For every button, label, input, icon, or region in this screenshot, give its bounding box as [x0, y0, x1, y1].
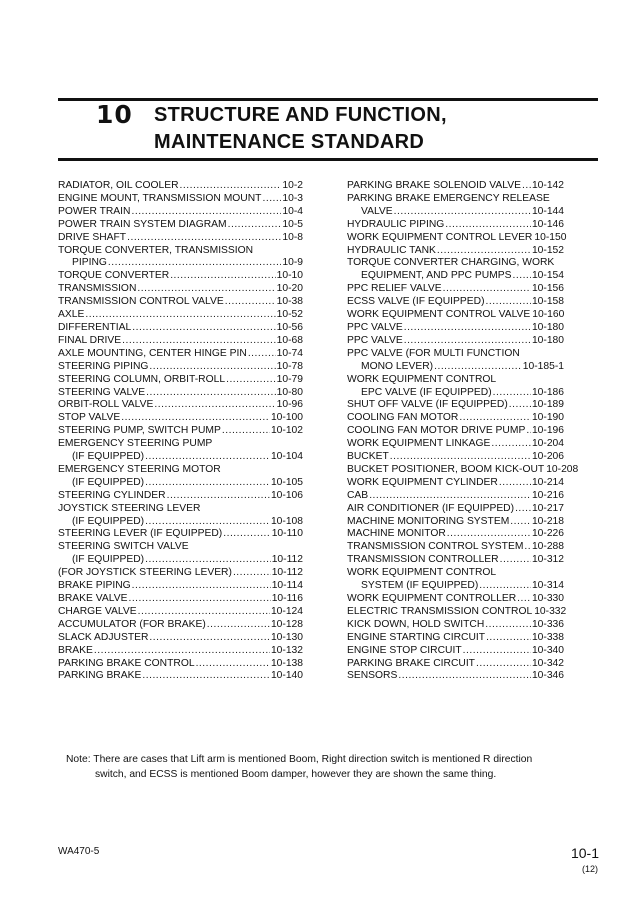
toc-leader-dots	[108, 257, 281, 270]
toc-item[interactable]	[58, 658, 303, 671]
toc-item[interactable]	[347, 231, 567, 245]
toc-item[interactable]	[347, 463, 579, 477]
toc-item-page: 10-105	[270, 476, 303, 488]
toc-leader-dots	[146, 387, 275, 400]
toc-item-title: PPC VALVE	[347, 334, 403, 346]
toc-item-title: DIFFERENTIAL	[58, 321, 132, 333]
toc-item-title: TRANSMISSION	[58, 283, 137, 295]
toc-item-title: MACHINE MONITOR	[347, 528, 446, 540]
toc-item[interactable]	[347, 257, 564, 283]
toc-leader-dots	[170, 270, 275, 283]
toc-item-title: FINAL DRIVE	[58, 334, 122, 346]
toc-item[interactable]	[58, 425, 303, 438]
toc-item-title: SHUT OFF VALVE (IF EQUIPPED)	[347, 399, 508, 411]
toc-item-title: POWER TRAIN	[58, 205, 131, 217]
toc-leader-dots	[145, 516, 270, 529]
toc-item[interactable]	[58, 374, 303, 387]
toc-leader-dots	[145, 477, 270, 490]
toc-item[interactable]	[347, 503, 564, 516]
toc-item[interactable]	[347, 645, 564, 658]
footer-model: WA470-5	[58, 846, 100, 857]
toc-item-title: RADIATOR, OIL COOLER	[58, 180, 179, 191]
toc-item-title: CHARGE VALVE	[58, 605, 137, 617]
toc-leader-dots	[149, 632, 270, 645]
toc-item-title: PARKING BRAKE	[58, 670, 142, 682]
toc-item-title: ENGINE STARTING CIRCUIT	[347, 631, 486, 643]
toc-item-page: 10-104	[270, 451, 303, 463]
toc-item-title: DRIVE SHAFT	[58, 231, 127, 243]
toc-item-page: 10-154	[531, 270, 564, 282]
toc-item[interactable]	[58, 645, 303, 658]
toc-item[interactable]	[58, 193, 303, 206]
toc-leader-dots	[522, 180, 531, 193]
toc-item-page: 10-208	[546, 463, 579, 475]
toc-item-title: CAB	[347, 489, 369, 501]
toc-item-title: WORK EQUIPMENT LINKAGE	[347, 438, 491, 450]
toc-item[interactable]	[58, 490, 303, 503]
toc-item-title: (IF EQUIPPED)	[72, 554, 145, 566]
toc-leader-dots	[512, 270, 530, 283]
toc-item-page: 10-186	[531, 386, 564, 398]
chapter-title	[154, 102, 447, 156]
toc-item-page: 10-338	[531, 631, 564, 643]
toc-right-column	[347, 180, 579, 683]
toc-item-title: EPC VALVE (IF EQUIPPED)	[361, 386, 492, 398]
toc-item-title: TORQUE CONVERTER CHARGING, WORK	[347, 257, 555, 269]
toc-leader-dots	[493, 387, 531, 400]
toc-leader-dots	[222, 425, 270, 438]
toc-item-page: 10-314	[531, 580, 564, 592]
toc-item[interactable]	[347, 296, 564, 309]
toc-item[interactable]	[58, 619, 303, 632]
toc-item-page: 10-185-1	[522, 360, 564, 372]
toc-leader-dots	[149, 361, 275, 374]
toc-leader-dots	[443, 283, 531, 296]
toc-item-title: ORBIT-ROLL VALVE	[58, 399, 154, 411]
toc-leader-dots	[154, 399, 275, 412]
toc-leader-dots	[404, 335, 531, 348]
toc-leader-dots	[486, 632, 531, 645]
toc-item-title: VALVE	[361, 205, 393, 217]
toc-item-title: TORQUE CONVERTER, TRANSMISSION	[58, 244, 254, 256]
toc-leader-dots	[499, 477, 531, 490]
toc-item-title: TRANSMISSION CONTROL SYSTEM	[347, 541, 524, 553]
toc-leader-dots	[180, 180, 282, 193]
toc-item-page: 10-140	[270, 670, 303, 682]
toc-item-page: 10-100	[270, 412, 303, 424]
toc-item[interactable]	[58, 438, 303, 464]
toc-item[interactable]	[347, 490, 564, 503]
toc-item-title: STOP VALVE	[58, 412, 121, 424]
toc-item-title: SENSORS	[347, 670, 398, 682]
toc-leader-dots	[145, 451, 270, 464]
toc-item[interactable]	[347, 322, 564, 335]
toc-item-title: ECSS VALVE (IF EQUIPPED)	[347, 296, 485, 308]
toc-item-title: KICK DOWN, HOLD SWITCH	[347, 618, 485, 630]
toc-item-title: SLACK ADJUSTER	[58, 631, 149, 643]
toc-item-page: 10-288	[531, 541, 564, 553]
toc-item-title: BRAKE VALVE	[58, 593, 128, 604]
toc-item[interactable]	[58, 632, 303, 645]
note-line1: Note: There are cases that Lift arm is mentioned Boom, Right direction switch is mentioned R direction	[66, 754, 533, 765]
toc-item-page: 10-38	[276, 296, 303, 308]
toc-item-title: ENGINE MOUNT, TRANSMISSION MOUNT	[58, 192, 262, 204]
toc-item[interactable]	[58, 283, 303, 296]
toc-item-page: 10-20	[276, 283, 303, 295]
toc-leader-dots	[485, 619, 531, 632]
toc-item-title: TRANSMISSION CONTROLLER	[347, 554, 499, 566]
toc-item-title: (FOR JOYSTICK STEERING LEVER)	[58, 567, 232, 579]
toc-item-page: 10-79	[276, 373, 303, 385]
toc-item[interactable]	[58, 541, 303, 567]
toc-item-title: STEERING VALVE	[58, 386, 146, 398]
toc-item-title: STEERING COLUMN, ORBIT-ROLL	[58, 373, 226, 385]
toc-item-title: HYDRAULIC PIPING	[347, 218, 445, 230]
toc-item[interactable]	[58, 348, 303, 361]
toc-item-page: 10-196	[531, 425, 564, 437]
toc-item-page: 10-189	[531, 399, 564, 411]
toc-item[interactable]	[347, 399, 564, 412]
toc-item-page: 10-4	[282, 205, 303, 217]
toc-item-page: 10-68	[276, 334, 303, 346]
footer-revision: (12)	[581, 864, 598, 874]
toc-item-title: BRAKE	[58, 644, 93, 656]
note	[66, 752, 596, 782]
header-rule-bottom	[58, 158, 598, 161]
toc-leader-dots	[233, 567, 271, 580]
toc-item-title: EQUIPMENT, AND PPC PUMPS	[361, 270, 512, 282]
toc-item[interactable]	[347, 516, 564, 529]
toc-item-title: STEERING LEVER (IF EQUIPPED)	[58, 528, 223, 540]
toc-item[interactable]	[58, 309, 303, 322]
toc-leader-dots	[476, 658, 531, 671]
toc-item-page: 10-226	[531, 528, 564, 540]
toc-item[interactable]	[347, 412, 564, 425]
toc-item-page: 10-330	[531, 593, 564, 604]
toc-item-page: 10-116	[271, 593, 303, 604]
toc-item[interactable]	[347, 193, 564, 219]
toc-leader-dots	[404, 322, 531, 335]
toc-item-title: PPC RELIEF VALVE	[347, 283, 442, 295]
toc-leader-dots	[479, 580, 531, 593]
toc-leader-dots	[121, 412, 270, 425]
toc-item-page: 10-112	[271, 554, 303, 566]
toc-item-title: WORK EQUIPMENT CONTROL	[347, 567, 497, 579]
toc-item[interactable]	[347, 670, 564, 683]
toc-item-title: TRANSMISSION CONTROL VALVE	[58, 296, 224, 308]
toc-item-page: 10-144	[531, 205, 564, 217]
toc-leader-dots	[145, 554, 271, 567]
toc-leader-dots	[248, 348, 276, 361]
toc-leader-dots	[526, 425, 531, 438]
toc-leader-dots	[142, 670, 270, 683]
toc-item-page: 10-180	[531, 321, 564, 333]
chapter-header	[58, 100, 598, 158]
toc-leader-dots	[394, 206, 531, 219]
toc-item[interactable]	[58, 296, 303, 309]
toc-item-page: 10-214	[531, 476, 564, 488]
toc-item[interactable]	[58, 503, 303, 529]
toc-item[interactable]	[347, 309, 564, 322]
toc-leader-dots	[463, 645, 531, 658]
toc-item[interactable]	[347, 335, 564, 348]
toc-leader-dots	[131, 206, 281, 219]
toc-item-page: 10-190	[531, 412, 564, 424]
toc-item[interactable]	[347, 554, 564, 567]
toc-item[interactable]	[347, 593, 564, 606]
toc-item-page: 10-128	[270, 618, 303, 630]
toc-item-title: AIR CONDITIONER (IF EQUIPPED)	[347, 502, 515, 514]
toc-item-page: 10-3	[282, 192, 303, 204]
toc-item-title: ELECTRIC TRANSMISSION CONTROL	[347, 605, 533, 617]
toc-item-title: SYSTEM (IF EQUIPPED)	[361, 580, 479, 592]
toc-item-title: BUCKET POSITIONER, BOOM KICK-OUT	[347, 463, 545, 475]
toc-item[interactable]	[58, 412, 303, 425]
toc-item-page: 10-8	[282, 231, 303, 243]
toc-item[interactable]	[58, 593, 303, 606]
toc-item-page: 10-9	[282, 257, 303, 269]
toc-item[interactable]	[58, 219, 303, 232]
toc-item-page: 10-52	[276, 309, 303, 321]
toc-item[interactable]	[347, 658, 564, 671]
toc-item-title: ENGINE STOP CIRCUIT	[347, 644, 462, 656]
toc-leader-dots	[459, 412, 531, 425]
toc-item-page: 10-114	[271, 580, 303, 592]
toc-item[interactable]	[58, 399, 303, 412]
toc-item-title: PARKING BRAKE CIRCUIT	[347, 657, 475, 669]
note-line2: switch, and ECSS is mentioned Boom damper, however they are shown the same thing.	[95, 769, 497, 780]
toc-item-page: 10-336	[531, 618, 564, 630]
toc-item-title: BUCKET	[347, 451, 389, 463]
toc-item-title: PPC VALVE	[347, 321, 403, 333]
toc-item-page: 10-96	[276, 399, 303, 411]
toc-item-page: 10-332	[534, 605, 567, 617]
toc-leader-dots	[207, 619, 270, 632]
toc-item-page: 10-158	[531, 296, 564, 308]
toc-item[interactable]	[58, 322, 303, 335]
toc-item[interactable]	[347, 219, 564, 232]
toc-item[interactable]	[347, 619, 564, 632]
toc-left-column	[58, 180, 303, 683]
toc-item-page: 10-110	[271, 528, 303, 540]
toc-item-title: POWER TRAIN SYSTEM DIAGRAM	[58, 218, 227, 230]
toc-item-title: AXLE	[58, 309, 85, 321]
toc-item[interactable]	[347, 245, 564, 258]
toc-item[interactable]	[347, 374, 564, 400]
toc-item[interactable]	[58, 335, 303, 348]
toc-item[interactable]	[58, 245, 303, 271]
toc-item-page: 10-150	[534, 231, 567, 243]
toc-item-title: PIPING	[72, 257, 107, 269]
toc-item-title: PARKING BRAKE SOLENOID VALVE	[347, 180, 521, 191]
toc-leader-dots	[500, 554, 531, 567]
toc-item-title: MONO LEVER)	[361, 360, 434, 372]
toc-item-page: 10-340	[531, 644, 564, 656]
toc-item-title: HYDRAULIC TANK	[347, 244, 436, 256]
toc-item[interactable]	[347, 528, 564, 541]
toc-item-page: 10-78	[276, 360, 303, 372]
toc-item-page: 10-106	[270, 489, 303, 501]
toc-leader-dots	[127, 232, 281, 245]
toc-item-page: 10-132	[270, 644, 303, 656]
toc-item-title: COOLING FAN MOTOR DRIVE PUMP	[347, 425, 526, 437]
toc-item-page: 10-206	[531, 451, 564, 463]
toc-item[interactable]	[58, 232, 303, 245]
toc-item[interactable]	[58, 464, 303, 490]
toc-item-page: 10-2	[282, 180, 303, 191]
toc-item-page: 10-152	[531, 244, 564, 256]
toc-leader-dots	[447, 528, 531, 541]
toc-leader-dots	[226, 374, 276, 387]
toc-item-page: 10-80	[276, 386, 303, 398]
toc-leader-dots	[137, 283, 275, 296]
toc-leader-dots	[369, 490, 531, 503]
toc-item-title: EMERGENCY STEERING PUMP	[58, 438, 213, 450]
toc-leader-dots	[486, 296, 531, 309]
toc-leader-dots	[138, 606, 270, 619]
toc-item-page: 10-204	[531, 438, 564, 450]
toc-leader-dots	[515, 503, 531, 516]
toc-item[interactable]	[58, 387, 303, 400]
toc-leader-dots	[510, 516, 531, 529]
toc-item-title: COOLING FAN MOTOR	[347, 412, 459, 424]
toc-item-page: 10-5	[282, 218, 303, 230]
toc-leader-dots	[524, 541, 531, 554]
toc-leader-dots	[434, 361, 522, 374]
toc-item-page: 10-342	[531, 657, 564, 669]
toc-item-page: 10-130	[270, 631, 303, 643]
toc-item-page: 10-346	[531, 670, 564, 682]
toc-item-page: 10-160	[532, 309, 565, 321]
toc-item-title: PPC VALVE (FOR MULTI FUNCTION	[347, 347, 520, 359]
toc-leader-dots	[94, 645, 270, 658]
toc-leader-dots	[132, 580, 271, 593]
toc-item-title: STEERING CYLINDER	[58, 489, 166, 501]
toc-item[interactable]	[58, 270, 303, 283]
toc-item-page: 10-10	[276, 270, 303, 282]
toc-item-title: WORK EQUIPMENT CONTROL LEVER	[347, 231, 533, 243]
toc-item[interactable]	[347, 180, 564, 193]
toc-leader-dots	[491, 438, 531, 451]
toc-item-title: (IF EQUIPPED)	[72, 476, 145, 488]
toc-leader-dots	[122, 335, 276, 348]
chapter-number: 10	[96, 100, 133, 129]
toc-leader-dots	[128, 593, 270, 606]
toc-item[interactable]	[347, 632, 564, 645]
toc-leader-dots	[262, 193, 281, 206]
toc-item-page: 10-102	[270, 425, 303, 437]
toc-item[interactable]	[347, 541, 564, 554]
toc-item[interactable]	[347, 425, 564, 438]
toc-item-page: 10-216	[531, 489, 564, 501]
toc-item[interactable]	[58, 206, 303, 219]
toc-item[interactable]	[347, 348, 564, 374]
toc-item-title: ACCUMULATOR (FOR BRAKE)	[58, 618, 206, 630]
toc-item[interactable]	[58, 567, 303, 580]
footer-page-number: 10-1	[570, 845, 599, 861]
toc-leader-dots	[390, 451, 531, 464]
toc-item-title: PARKING BRAKE CONTROL	[58, 657, 195, 669]
toc-item-title: STEERING SWITCH VALVE	[58, 541, 189, 553]
toc-item[interactable]	[58, 361, 303, 374]
toc-leader-dots	[437, 245, 531, 258]
toc-item[interactable]	[347, 283, 564, 296]
toc-leader-dots	[228, 219, 282, 232]
toc-item-title: PARKING BRAKE EMERGENCY RELEASE	[347, 192, 550, 204]
toc-item-title: WORK EQUIPMENT CONTROLLER	[347, 593, 517, 604]
toc-leader-dots	[196, 658, 270, 671]
toc-item-page: 10-156	[531, 283, 564, 295]
toc-item-page: 10-74	[276, 347, 303, 359]
toc-item-page: 10-217	[531, 502, 564, 514]
toc-item-page: 10-56	[276, 321, 303, 333]
toc-item-title: (IF EQUIPPED)	[72, 515, 145, 527]
toc-item-title: TORQUE CONVERTER	[58, 270, 170, 282]
toc-item-title: WORK EQUIPMENT CONTROL VALVE	[347, 309, 531, 321]
toc-item-page: 10-142	[531, 180, 564, 191]
toc-item-title: BRAKE PIPING	[58, 580, 131, 592]
toc-item-page: 10-146	[531, 218, 564, 230]
toc-item[interactable]	[58, 580, 303, 593]
toc-item-page: 10-108	[270, 515, 303, 527]
toc-leader-dots	[445, 219, 531, 232]
toc-leader-dots	[132, 322, 275, 335]
toc-item-title: WORK EQUIPMENT CYLINDER	[347, 476, 498, 488]
toc-item-title: STEERING PIPING	[58, 360, 149, 372]
toc-item-title: JOYSTICK STEERING LEVER	[58, 502, 201, 514]
toc-item-title: WORK EQUIPMENT CONTROL	[347, 373, 497, 385]
toc-item-page: 10-138	[270, 657, 303, 669]
toc-leader-dots	[167, 490, 270, 503]
toc-leader-dots	[398, 670, 531, 683]
toc-item-title: EMERGENCY STEERING MOTOR	[58, 463, 221, 475]
toc-item-title: MACHINE MONITORING SYSTEM	[347, 515, 510, 527]
toc-item[interactable]	[347, 477, 564, 490]
toc-item[interactable]	[347, 438, 564, 451]
toc-leader-dots	[517, 593, 531, 606]
chapter-title-line2: MAINTENANCE STANDARD	[154, 131, 425, 153]
toc-item[interactable]	[347, 567, 564, 593]
toc-leader-dots	[223, 528, 270, 541]
toc-item-page: 10-112	[271, 567, 303, 579]
toc-item[interactable]	[347, 451, 564, 464]
toc-item-page: 10-218	[531, 515, 564, 527]
toc-item-page: 10-180	[531, 334, 564, 346]
toc-leader-dots	[509, 399, 531, 412]
toc-item[interactable]	[58, 528, 303, 541]
toc-item-page: 10-124	[270, 605, 303, 617]
chapter-title-line1: STRUCTURE AND FUNCTION,	[154, 104, 447, 126]
toc-item-title: (IF EQUIPPED)	[72, 451, 145, 463]
toc-item-title: AXLE MOUNTING, CENTER HINGE PIN	[58, 347, 247, 359]
toc-item[interactable]	[58, 670, 303, 683]
toc-item-page: 10-312	[531, 554, 564, 566]
toc-leader-dots	[85, 309, 275, 322]
toc-leader-dots	[225, 296, 276, 309]
toc-item[interactable]	[58, 606, 303, 619]
toc-item[interactable]	[58, 180, 303, 193]
toc-item-title: STEERING PUMP, SWITCH PUMP	[58, 425, 221, 437]
toc-item[interactable]	[347, 605, 567, 619]
